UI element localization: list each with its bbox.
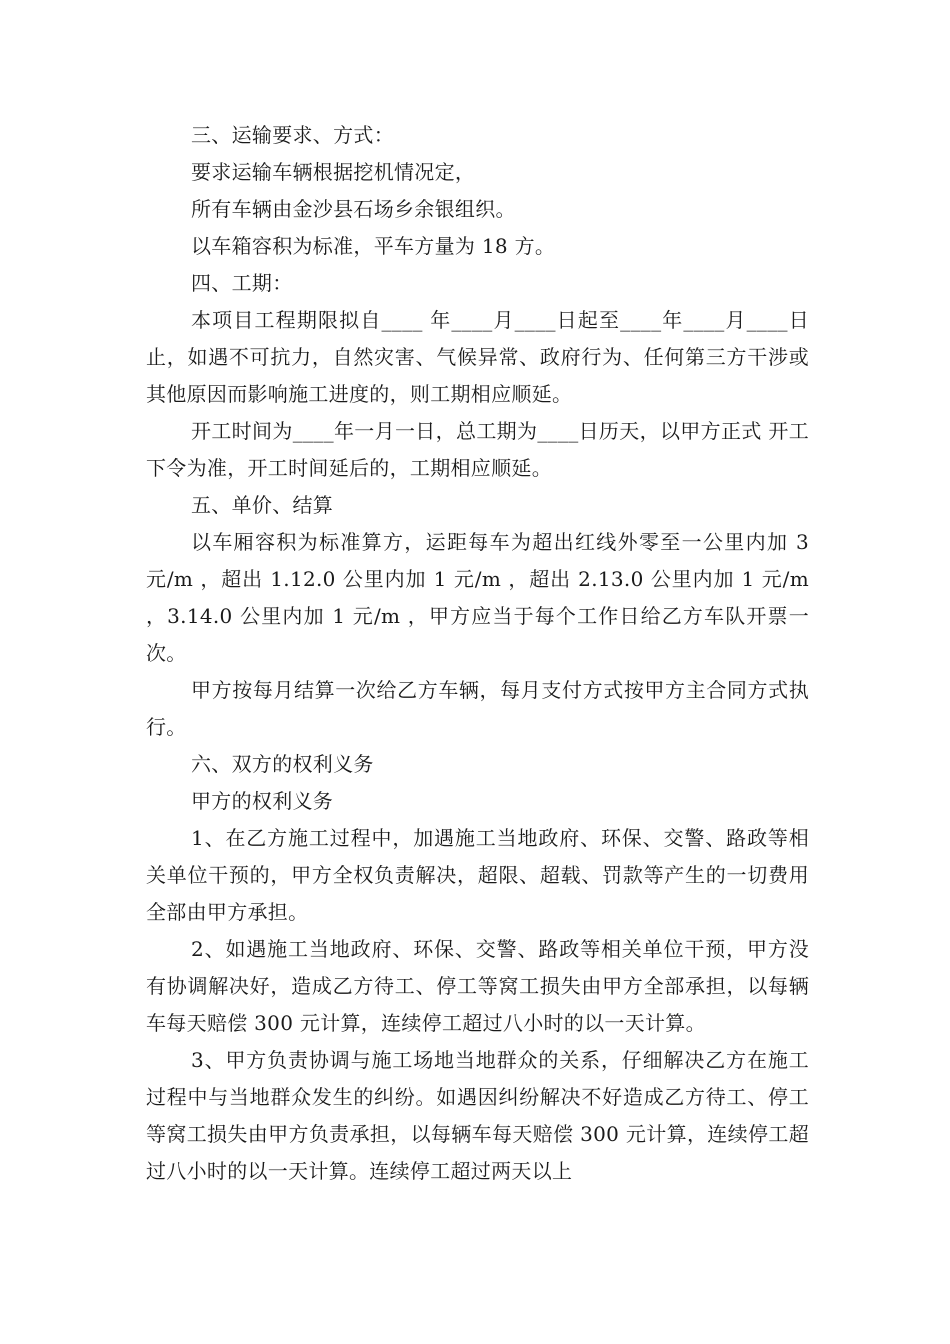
paragraph: 本项目工程期限拟自____ 年____月____日起至____年____月____日止，如遇不可抗力，自然灾害、气候异常、政府行为、任何第三方干涉或其他原因而影响施工进度的，则工期相应顺延。 [146,308,809,406]
section-heading-pricing: 五、单价、结算 [191,493,334,517]
paragraph: 以车厢容积为标准算方，运距每车为超出红线外零至一公里内加 3 元/m ，超出 1.12.0 公里内加 1 元/m ，超出 2.13.0 公里内加 1 元/m ，3.14.0 公里内加 1 元/m ，甲方应当于每个工作日给乙方车队开票一次。 [146,530,809,665]
paragraph: 要求运输车辆根据挖机情况定， [191,160,476,184]
paragraph: 甲方按每月结算一次给乙方车辆，每月支付方式按甲方主合同方式执行。 [146,678,809,739]
section-heading-transport: 三、运输要求、方式： [191,123,394,147]
paragraph: 以车箱容积为标准，平车方量为 18 方。 [191,234,556,258]
document-body [146,117,809,1190]
paragraph: 开工时间为____年一月一日，总工期为____日历天，以甲方正式 开工下令为准，开工时间延后的，工期相应顺延。 [146,419,809,480]
list-item: 3、甲方负责协调与施工场地当地群众的关系，仔细解决乙方在施工过程中与当地群众发生的纠纷。如遇因纠纷解决不好造成乙方待工、停工等窝工损失由甲方负责承担，以每辆车每天赔偿 300 元计算，连续停工超过八小时的以一天计算。连续停工超过两天以上 [146,1048,809,1183]
section-heading-schedule: 四、工期： [191,271,293,295]
list-item: 2、如遇施工当地政府、环保、交警、路政等相关单位干预，甲方没有协调解决好，造成乙方待工、停工等窝工损失由甲方全部承担，以每辆车每天赔偿 300 元计算，连续停工超过八小时的以一天计算。 [146,937,809,1035]
paragraph: 所有车辆由金沙县石场乡余银组织。 [191,197,516,221]
list-item: 1、在乙方施工过程中，加遇施工当地政府、环保、交警、路政等相关单位干预的，甲方全权负责解决，超限、超载、罚款等产生的一切费用全部由甲方承担。 [146,826,809,924]
section-heading-rights: 六、双方的权利义务 [191,752,374,776]
subheading-party-a: 甲方的权利义务 [191,789,334,813]
